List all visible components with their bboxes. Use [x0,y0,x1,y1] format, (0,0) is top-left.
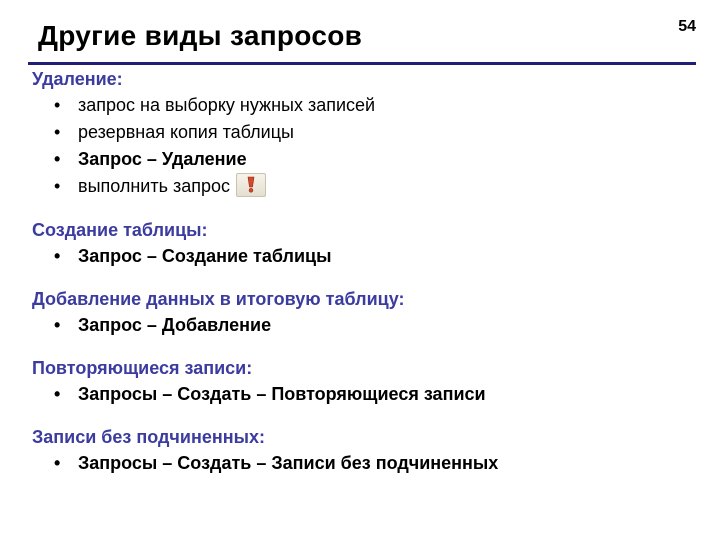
bullet-list [32,450,692,477]
slide-title: Другие виды запросов [38,20,363,51]
bullet-list [32,243,692,270]
bullet: • [54,95,61,115]
list-item-text: Запрос – Создание таблицы [78,246,332,266]
list-item [54,119,692,146]
section-duplicates [32,355,692,408]
section-heading: Создание таблицы: [32,220,208,240]
section-unmatched [32,424,692,477]
list-item [54,243,692,270]
section-append [32,286,692,339]
slide-content [32,66,692,477]
bullet: • [54,384,61,404]
list-item [54,146,692,173]
list-item [54,450,692,477]
section-heading: Записи без подчиненных: [32,427,265,447]
bullet: • [54,176,61,196]
bullet-list [32,381,692,408]
list-item-text: Запрос – Добавление [78,315,272,335]
bullet: • [54,149,61,169]
list-item-text: Запрос – Удаление [78,149,247,169]
section-heading: Добавление данных в итоговую таблицу: [32,289,405,309]
list-item-text: запрос на выборку нужных записей [78,95,376,115]
section-create-table [32,217,692,270]
bullet-list [32,312,692,339]
title-rule [28,62,696,65]
bullet: • [54,453,61,473]
list-item-text: Запросы – Создать – Повторяющиеся записи [78,384,486,404]
run-query-button[interactable] [236,173,266,197]
list-item [54,381,692,408]
section-heading: Удаление: [32,69,123,89]
bullet: • [54,315,61,335]
list-item [54,312,692,339]
list-item [54,173,692,200]
slide-number: 54 [678,18,696,35]
section-heading: Повторяющиеся записи: [32,358,253,378]
bullet: • [54,122,61,142]
list-item-text: резервная копия таблицы [78,122,294,142]
bullet-list [32,92,692,200]
list-item-text: Запросы – Создать – Записи без подчиненных [78,453,499,473]
section-delete [32,66,692,200]
list-item-text: выполнить запрос [78,176,231,196]
exclamation-run-icon [246,176,256,193]
list-item [54,92,692,119]
bullet: • [54,246,61,266]
